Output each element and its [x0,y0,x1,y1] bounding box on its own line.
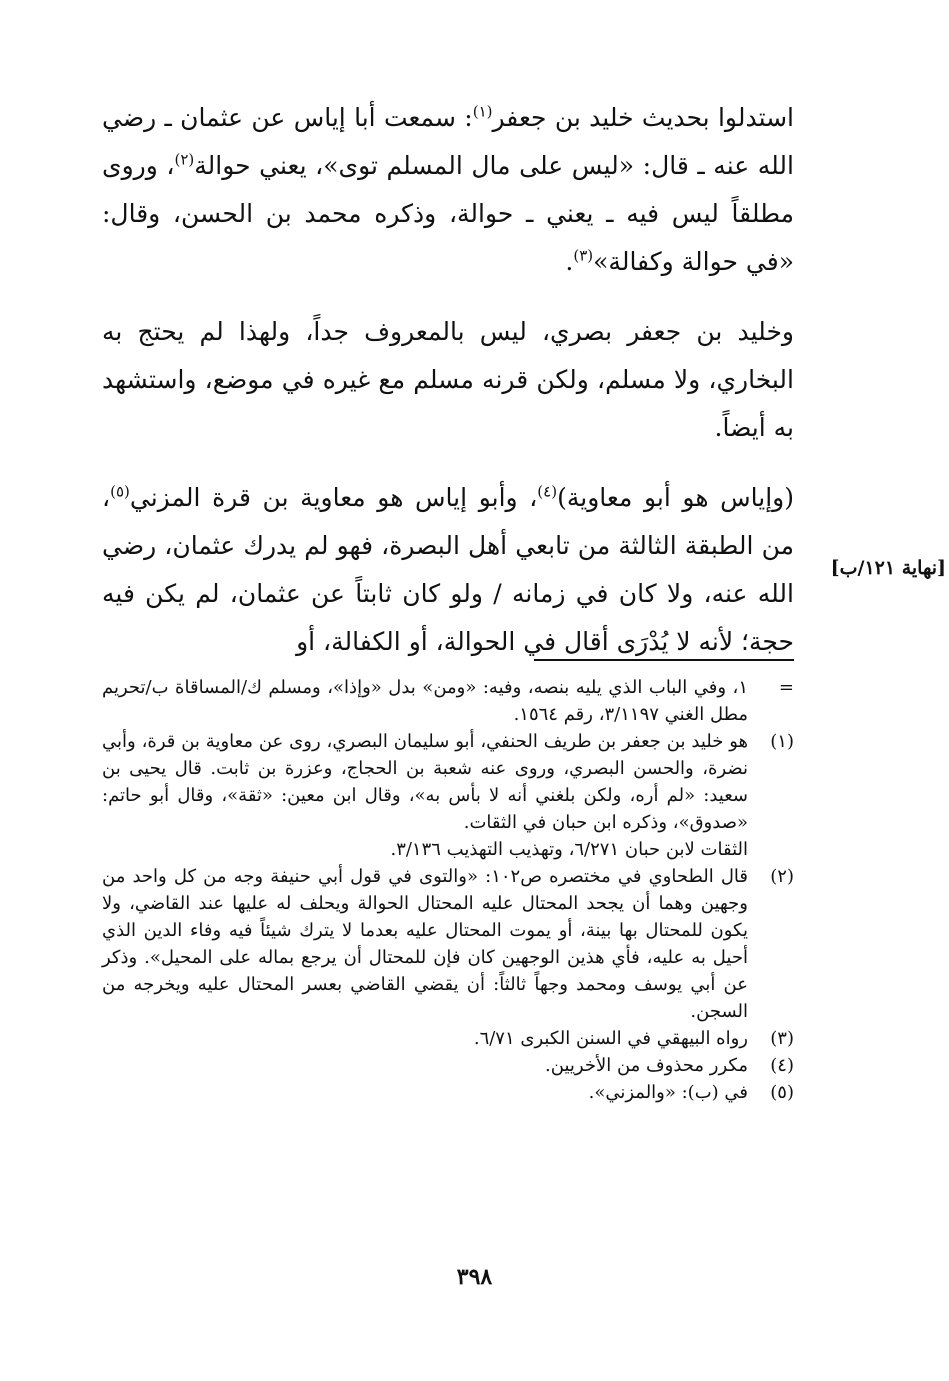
text-run: ، من الطبقة الثالثة من تابعي أهل البصرة، فهو لم يدرك عثمان، رضي الله عنه، ولا كان في زمانه / ولو كان ثابتاً عن عثمان، لم يكن فيه حجة؛ لأنه لا يُدْرَى أقال في الحوالة، أو الكفالة، أو [102,483,794,656]
footnote-ref-3[interactable]: (٣) [573,246,594,265]
paragraph-1 [102,94,794,286]
main-text [102,94,794,688]
footnote-number: = [778,677,794,698]
text-run: . [565,247,574,276]
text-run: (وإياس هو أبو معاوية) [557,483,794,512]
footnote-text: رواه البيهقي في السنن الكبرى ٦/٧١. [473,1028,748,1049]
footnote-number: (٣) [770,1028,794,1049]
footnote-number: (٢) [770,866,794,887]
page-number: ٣٩٨ [456,1264,493,1290]
footnote-text: قال الطحاوي في مختصره ص١٠٢: «والتوى في قول أبي حنيفة وجه من كل واحد من وجهين وهما أن يجحد المحتال عليه المحتال الحوالة ويحلف له عليها عند القاضي، ولا يكون للمحتال بها بينة، أو يموت المحتال عليه بعدما لا يترك شيئاً فيه وفاء الدين الذي أحيل به عليه، فأي هذين الوجهين كان فإن للمحتال أن يرجع بماله على المحيل». وذكر عن أبي يوسف ومحمد وجهاً ثالثاً: أن يقضي القاضي بعسر المحتال عليه ويخرجه من السجن. [102,866,748,1022]
footnote-1 [102,728,794,863]
text-run: وخليد بن جعفر بصري، ليس بالمعروف جداً، ولهذا لم يحتج به البخاري، ولا مسلم، ولكن قرنه مسلم مع غيره في موضع، واستشهد به أيضاً. [102,317,794,442]
footnote-ref-1[interactable]: (١) [472,102,493,121]
footnotes-section [102,674,794,1106]
footnote-2 [102,863,794,1025]
footnote-ref-4[interactable]: (٤) [537,482,558,501]
footnote-5 [102,1079,794,1106]
footnote-text: مكرر محذوف من الأخريين. [545,1055,748,1076]
text-run: ، وروى مطلقاً ليس فيه ـ يعني ـ حوالة، وذكره محمد بن الحسن، وقال: «في حوالة وكفالة» [102,151,794,276]
footnote-ref-5[interactable]: (٥) [110,482,130,501]
footnote-text: ١، وفي الباب الذي يليه بنصه، وفيه: «ومن» بدل «وإذا»، ومسلم ك/المساقاة ب/تحريم مطل الغني ٣/١١٩٧، رقم ١٥٦٤. [102,677,748,725]
footnote-3 [102,1025,794,1052]
footnote-ref-2[interactable]: (٢) [174,150,195,169]
footnote-text [102,728,748,863]
paragraph-2 [102,308,794,452]
footnote-number: (٤) [770,1055,794,1076]
text-run: استدلوا بحديث خليد بن جعفر [492,103,795,132]
text-run: ، وأبو إياس هو معاوية بن قرة المزني [129,483,538,512]
manuscript-folio-marker: [نهاية ١٢١/ب] [830,557,946,579]
text-run: : سمعت أبا إياس عن عثمان ـ رضي الله عنه ـ قال: «ليس على مال المسلم توى»، يعني حوالة [102,103,794,180]
footnote-number: (٥) [770,1082,794,1103]
footnote-continued [102,674,794,728]
footnote-4 [102,1052,794,1079]
footnote-text: في (ب): «والمزني». [588,1082,748,1103]
paragraph-3 [102,474,794,666]
footnote-separator [534,659,794,661]
footnote-text-reference: الثقات لابن حبان ٦/٢٧١، وتهذيب التهذيب ٣/١٣٦. [390,839,748,860]
footnote-text-main: هو خليد بن جعفر بن طريف الحنفي، أبو سليمان البصري، روى عن معاوية بن قرة، وأبي نضرة، والحسن البصري، وروى عنه شعبة بن الحجاج، وعزرة بن ثابت. قال يحيى بن سعيد: «لم أره، ولكن بلغني أنه لا بأس به»، وقال ابن معين: «ثقة»، وقال أبو حاتم: «صدوق»، وذكره ابن حبان في الثقات. [102,731,748,833]
footnote-number: (١) [770,731,794,752]
